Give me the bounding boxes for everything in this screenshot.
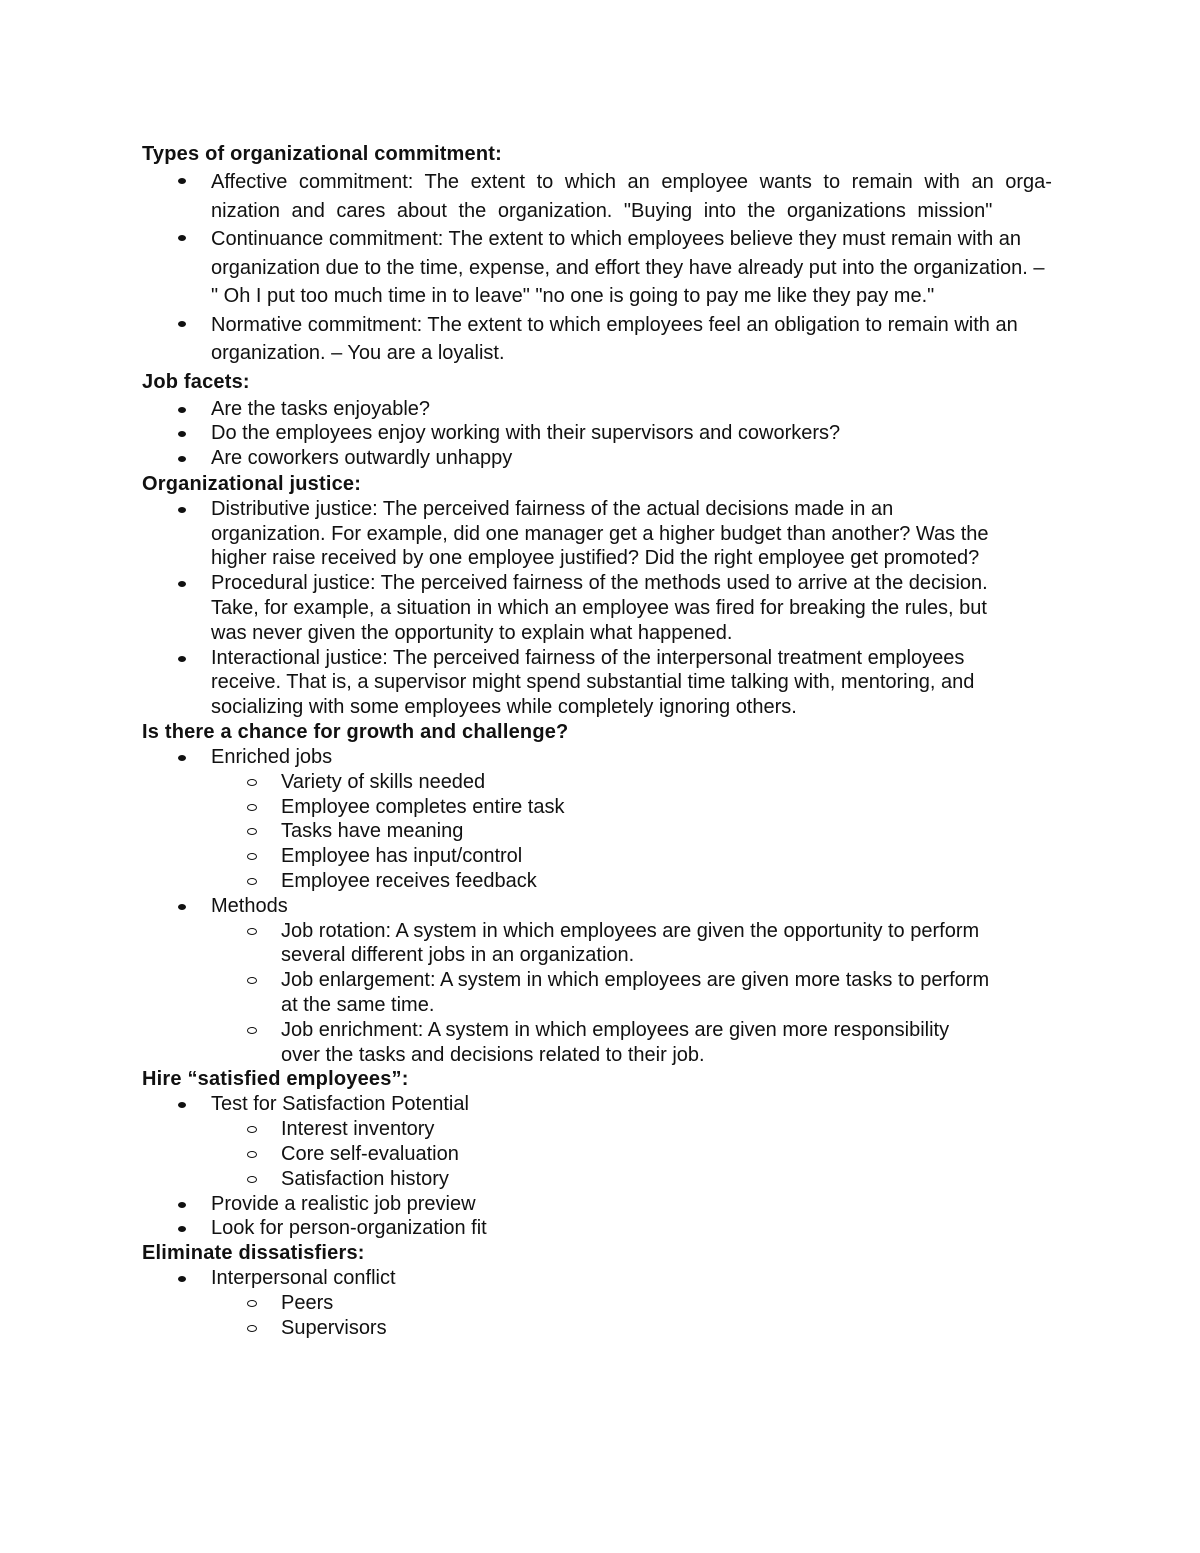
bullet-icon [178,1102,186,1108]
list-item-text: Normative commitment: The extent to which employees feel an obligation to remain with an organization. – You are a loyalist. [211,313,1018,364]
hollow-bullet-icon [247,1027,257,1034]
section-growth-and-challenge [142,720,1062,1067]
sub-list-item-text: Employee receives feedback [281,870,537,893]
list-item [142,1266,1062,1340]
hollow-bullet-icon [247,779,257,786]
sub-list-item [210,919,992,969]
bullet-icon [178,507,186,513]
sub-list-item-text: Satisfaction history [281,1167,449,1190]
hollow-bullet-icon [247,828,257,835]
sub-list-item [210,1117,1062,1142]
bullet-icon [178,656,186,662]
sub-bullet-list [211,1291,1062,1341]
sub-list-item-text: Employee has input/control [281,845,523,868]
hollow-bullet-icon [247,928,257,935]
list-item-text: Distributive justice: The perceived fairness of the actual decisions made in an organization. For example, did one manager get a higher budget than another? Was the higher raise received by one employee justified? Did the right employee get promoted? [211,497,989,570]
sub-list-item [210,1291,1062,1316]
list-item [142,1216,1062,1241]
sub-list-item [210,869,992,894]
list-item [142,1192,1062,1217]
hollow-bullet-icon [247,1151,257,1158]
list-item [142,446,1062,471]
list-item [142,421,1062,446]
sub-list-item-text: Peers [281,1292,334,1314]
section-heading: Types of organizational commitment: [142,143,502,165]
bullet-icon [178,904,186,910]
bullet-list [142,497,992,720]
hollow-bullet-icon [247,977,257,984]
sub-list-item [210,968,992,1018]
bullet-list [142,1266,1062,1340]
bullet-list [142,1092,1062,1241]
hollow-bullet-icon [247,1325,257,1332]
hollow-bullet-icon [247,1126,257,1133]
bullet-icon [178,581,186,587]
sub-list-item [210,1018,992,1068]
list-item [142,1092,1062,1191]
list-item [142,397,1062,422]
list-item-text: Are the tasks enjoyable? [211,397,431,420]
list-item [142,225,1056,311]
list-item [142,311,1056,368]
list-item-text: Are coworkers outwardly unhappy [211,447,513,470]
section-job-facets [142,368,1062,471]
section-eliminate-dissatisfiers [142,1241,1062,1340]
section-heading: Job facets: [142,370,250,393]
sub-list-item-text: Job rotation: A system in which employees are given the opportunity to perform several different jobs in an organization. [281,919,980,967]
list-item-text: Procedural justice: The perceived fairness of the methods used to arrive at the decision. Take, for example, a situation in which an employee was fired for breaking the rules, but was never given the opportunity to explain what happened. [211,572,988,644]
hollow-bullet-icon [247,853,257,860]
sub-list-item-text: Core self-evaluation [281,1143,459,1166]
sub-list-item [210,1142,1062,1167]
list-item-text: Provide a realistic job preview [211,1192,476,1215]
sub-list-item [210,795,992,820]
bullet-icon [178,321,186,327]
list-item-text: Enriched jobs [211,746,333,769]
sub-list-item [210,1167,1062,1192]
sub-list-item-text: Job enrichment: A system in which employees are given more responsibility over the tasks and decisions related to their job. [281,1018,950,1066]
sub-list-item [210,1316,1062,1341]
sub-list-item [210,844,992,869]
list-item-text: Do the employees enjoy working with their supervisors and coworkers? [211,422,841,445]
bullet-list [142,397,1062,471]
hollow-bullet-icon [247,878,257,885]
section-heading: Is there a chance for growth and challenge? [142,721,569,744]
sub-list-item-text: Tasks have meaning [281,820,464,843]
bullet-icon [178,456,186,462]
sub-bullet-list [211,1117,1062,1191]
section-hire-satisfied-employees [142,1067,1062,1241]
bullet-icon [178,431,186,437]
sub-list-item-text: Variety of skills needed [281,770,486,793]
bullet-icon [178,1276,186,1282]
list-item [142,646,992,720]
bullet-icon [178,755,186,761]
hollow-bullet-icon [247,1176,257,1183]
list-item [142,497,992,571]
sub-list-item-text: Interest inventory [281,1118,435,1141]
list-item [142,168,1056,225]
bullet-icon [178,235,186,241]
sub-bullet-list [211,770,992,894]
hollow-bullet-icon [247,804,257,811]
bullet-list [142,745,992,1067]
list-item-text: Interactional justice: The perceived fairness of the interpersonal treatment employees receive. That is, a supervisor might spend substantial time talking with, mentoring, and socializing with some employees while completely ignoring others. [211,646,975,719]
section-heading: Organizational justice: [142,472,362,495]
section-organizational-justice [142,471,1062,720]
bullet-icon [178,1226,186,1232]
list-item-text: Look for person-organization fit [211,1217,487,1240]
bullet-icon [178,1202,186,1208]
list-item-text: Interpersonal conflict [211,1267,396,1290]
list-item [142,894,992,1068]
hollow-bullet-icon [247,1300,257,1307]
list-item [142,745,992,894]
section-organizational-commitment [142,141,1062,368]
bullet-icon [178,407,186,413]
section-heading: Hire “satisfied employees”: [142,1068,409,1091]
document-page [142,141,1062,1341]
list-item-text: Continuance commitment: The extent to which employees believe they must remain with an organization due to the time, expense, and effort they have already put into the organization. – " Oh I put too much time in to leave" "no one is going to pay me like they pay me." [211,228,1045,307]
sub-list-item [210,770,992,795]
sub-bullet-list [211,919,992,1068]
list-item-text: Affective commitment: The extent to which an employee wants to remain with an orga-nization and cares about the organization. "Buying into the organizations mission" [211,171,1052,222]
sub-list-item-text: Employee completes entire task [281,795,565,818]
bullet-list [142,168,1062,368]
section-heading: Eliminate dissatisfiers: [142,1242,365,1265]
bullet-icon [178,178,186,184]
sub-list-item-text: Job enlargement: A system in which employees are given more tasks to perform at the same time. [281,969,990,1017]
sub-list-item-text: Supervisors [281,1316,387,1339]
list-item [142,571,992,645]
list-item-text: Methods [211,894,288,917]
list-item-text: Test for Satisfaction Potential [211,1093,469,1116]
sub-list-item [210,819,992,844]
